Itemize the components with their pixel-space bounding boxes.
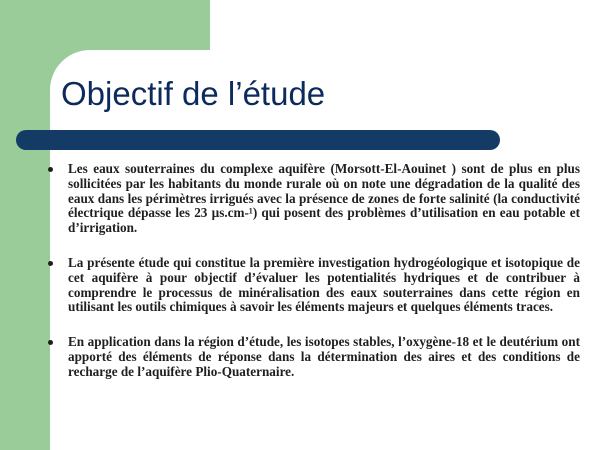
bullet-item bbox=[40, 256, 580, 315]
bullet-item bbox=[40, 162, 580, 236]
bullet-list bbox=[40, 162, 580, 380]
bullet-dot-icon bbox=[48, 261, 53, 266]
slide-title: Objectif de l’étude bbox=[61, 75, 326, 112]
bullet-text: En application dans la région d’étude, les isotopes stables, l’oxygène-18 et le deutérium ont apporté des éléments de réponse dans la détermination des aires et des conditions de recharge de l’aquifère Plio-Quaternaire. bbox=[68, 334, 580, 379]
bullet-dot-icon bbox=[48, 340, 53, 345]
bullet-text: Les eaux souterraines du complexe aquifère (Morsott-El-Aouinet ) sont de plus en plus sollicitées par les habitants du monde rurale où on note une dégradation de la qualité des eaux dans les périmètres irrigués avec la présence de zones de forte salinité (la conductivité électrique dépasse les 23 µs.cm-¹) qui posent des problèmes d’utilisation en eau potable et d’irrigation. bbox=[68, 161, 580, 236]
bullet-text: La présente étude qui constitue la première investigation hydrogéologique et isotopique de cet aquifère à pour objectif d’évaluer les potentialités hydriques et de contribuer à comprendre le processus de minéralisation des eaux souterraines dans cette région en utilisant les outils chimiques à savoir les éléments majeurs et quelques éléments traces. bbox=[68, 254, 580, 315]
bullet-dot-icon bbox=[48, 167, 53, 172]
bullet-item bbox=[40, 335, 580, 379]
title-divider bbox=[16, 130, 500, 150]
